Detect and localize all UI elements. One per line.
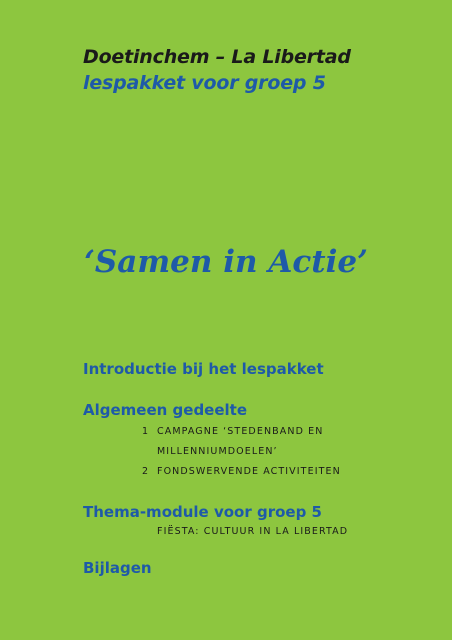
toc-item-2 — [83, 462, 423, 482]
toc-item-1-continued: MILLENNIUMDOELEN’ — [157, 446, 278, 457]
toc-intro: Introductie bij het lespakket — [83, 360, 324, 378]
header — [83, 44, 351, 96]
toc-item-1-label: CAMPAGNE ‘STEDENBAND EN — [157, 426, 324, 437]
table-of-contents — [83, 359, 423, 578]
header-subtitle: lespakket voor groep 5 — [83, 72, 326, 94]
toc-appendix: Bijlagen — [83, 559, 152, 577]
toc-general-heading: Algemeen gedeelte — [83, 401, 248, 419]
toc-item-1 — [83, 422, 423, 442]
page-title: ‘Samen in Actie’ — [84, 244, 368, 280]
toc-item-2-label: FONDSWERVENDE ACTIVITEITEN — [157, 466, 341, 477]
toc-item-1-number: 1 — [142, 426, 150, 437]
toc-item-2-number: 2 — [142, 466, 150, 477]
toc-theme-sub: FIËSTA: CULTUUR IN LA LIBERTAD — [157, 526, 349, 537]
header-title: Doetinchem – La Libertad — [83, 46, 351, 68]
toc-theme-heading: Thema-module voor groep 5 — [83, 503, 322, 521]
